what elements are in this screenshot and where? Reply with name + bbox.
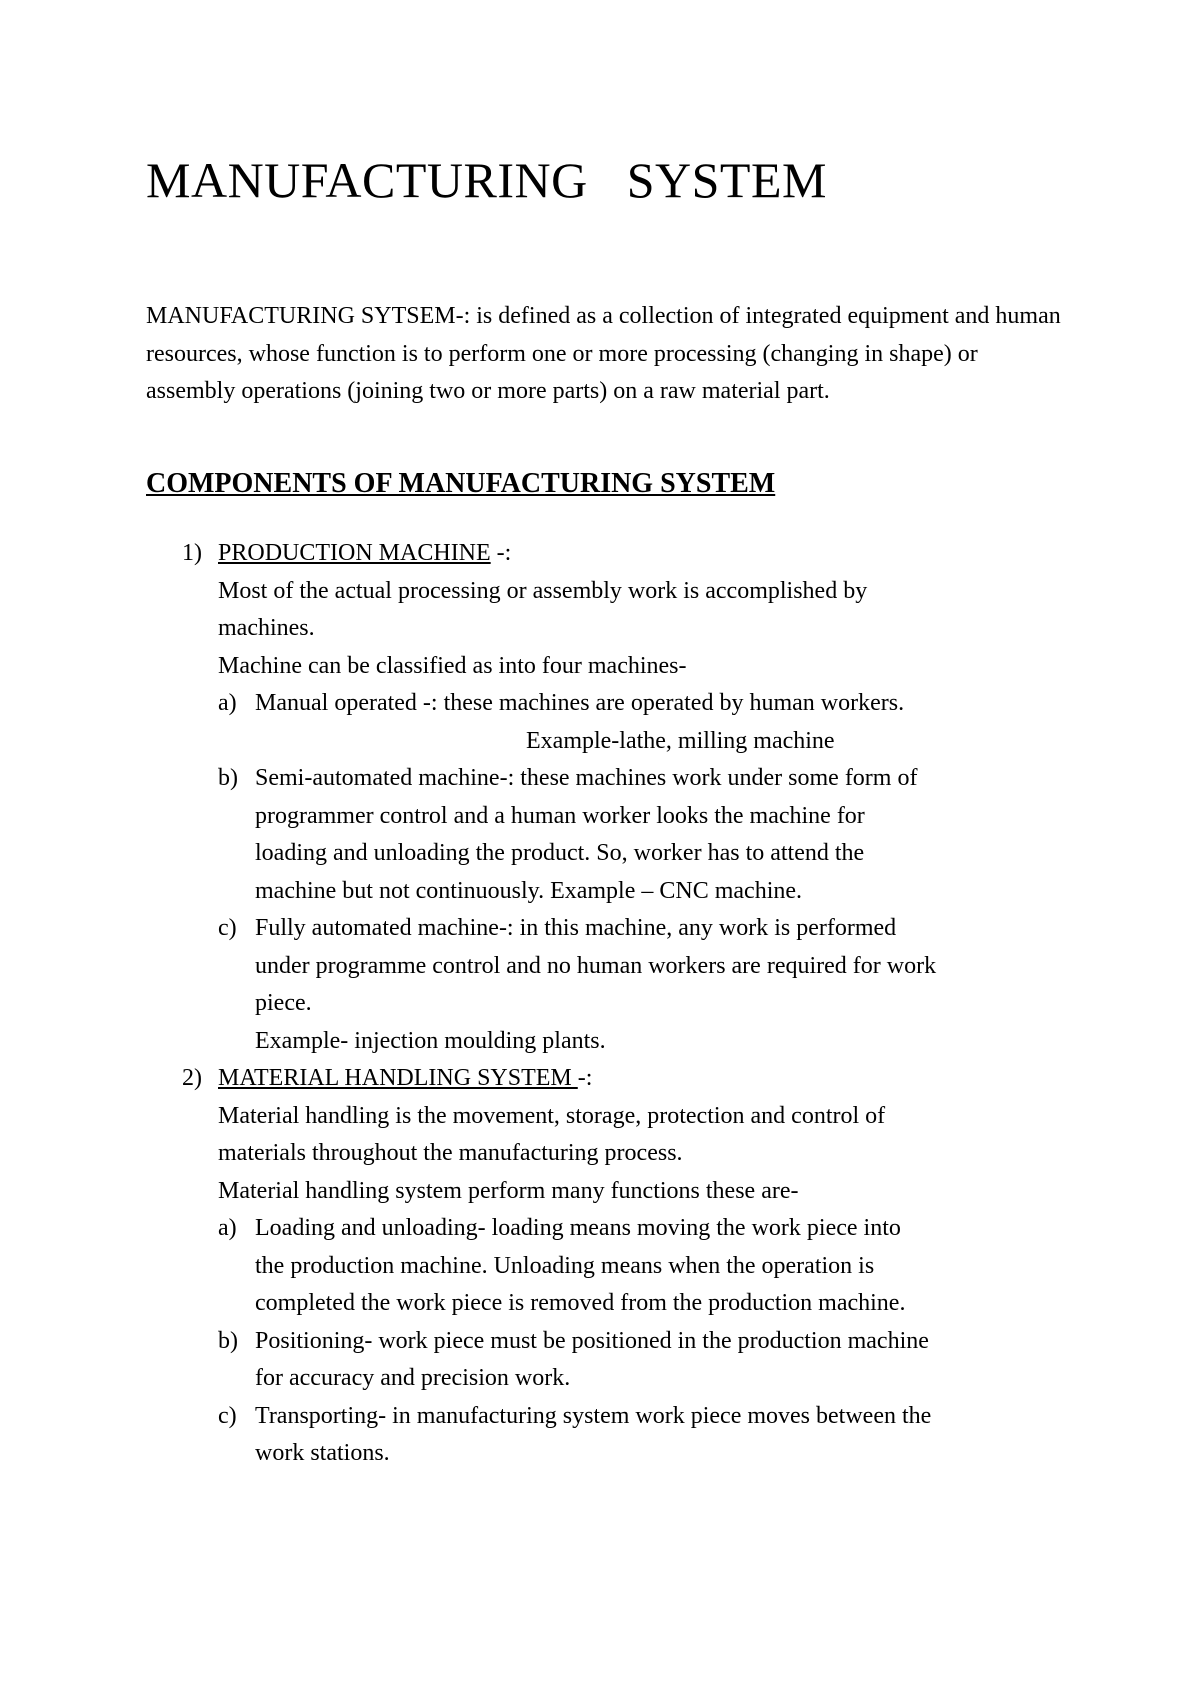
list-item-text: Positioning- work piece must be positioned in the production machine <box>255 1327 929 1354</box>
list-item-text: for accuracy and precision work. <box>255 1365 571 1391</box>
list-item-continuation <box>146 1360 1076 1398</box>
paragraph-line <box>146 648 1076 686</box>
list-item <box>146 1323 1076 1361</box>
list-item-continuation <box>146 798 1076 836</box>
intro-paragraph <box>146 298 1066 411</box>
list-item-continuation <box>146 873 1076 911</box>
list-item-continuation <box>146 1248 1076 1286</box>
list-item-letter: b) <box>218 765 238 791</box>
list-item <box>146 910 1076 948</box>
paragraph-line <box>146 1173 1076 1211</box>
section-heading-text <box>218 1060 592 1098</box>
list-item-text: Example- injection moulding plants. <box>255 1027 606 1054</box>
section-heading-suffix: -: <box>490 540 512 566</box>
list-item-continuation <box>146 1285 1076 1323</box>
list-item-example <box>146 723 1076 761</box>
list-item-text: under programme control and no human workers are required for work <box>255 952 937 979</box>
list-item-continuation <box>146 1023 1076 1061</box>
paragraph-line <box>146 1098 1076 1136</box>
list-item-text: programmer control and a human worker looks the machine for <box>255 802 865 829</box>
list-item-letter: c) <box>218 915 237 941</box>
paragraph-text: Machine can be classified as into four machines- <box>218 652 687 679</box>
paragraph-text: Most of the actual processing or assembly work is accomplished by <box>218 577 868 604</box>
list-item-text: piece. <box>255 990 312 1016</box>
list-item-letter: a) <box>218 1215 237 1241</box>
section-heading-line <box>146 1060 1076 1098</box>
section-heading-label: MATERIAL HANDLING SYSTEM <box>218 1065 578 1091</box>
list-item <box>146 1398 1076 1436</box>
list-item-text: work stations. <box>255 1440 390 1466</box>
list-item-text: Manual operated -: these machines are operated by human workers. <box>255 690 905 716</box>
list-item-text: Transporting- in manufacturing system work piece moves between the <box>255 1402 932 1429</box>
paragraph-text: machines. <box>218 615 315 641</box>
list-item-continuation <box>146 948 1076 986</box>
list-item-text: completed the work piece is removed from the production machine. <box>255 1290 906 1316</box>
components-list <box>146 535 1076 1473</box>
section-heading-label: PRODUCTION MACHINE <box>218 540 491 566</box>
list-item-text: Semi-automated machine-: these machines work under some form of <box>255 765 918 791</box>
list-item-continuation <box>146 835 1076 873</box>
intro-text: is defined as a collection of integrated equipment and human resources, whose function is to perform one or more processing (changing in shape) or assembly operations (joining two or more parts) on a raw material part. <box>146 303 1061 404</box>
section-number: 1) <box>182 540 202 566</box>
list-item <box>146 685 1076 723</box>
list-item-text: Fully automated machine-: in this machine, any work is performed <box>255 915 897 941</box>
list-item-text: machine but not continuously. Example – CNC machine. <box>255 877 803 904</box>
example-text: Example-lathe, milling machine <box>526 727 835 754</box>
paragraph-line <box>146 1135 1076 1173</box>
section-heading-text <box>218 535 511 573</box>
list-item <box>146 1210 1076 1248</box>
paragraph-line <box>146 573 1076 611</box>
list-item-text: the production machine. Unloading means when the operation is <box>255 1252 875 1279</box>
list-item-letter: a) <box>218 690 237 716</box>
intro-term: MANUFACTURING SYTSEM-: <box>146 303 471 329</box>
paragraph-line <box>146 610 1076 648</box>
paragraph-text: materials throughout the manufacturing process. <box>218 1140 683 1166</box>
paragraph-text: Material handling is the movement, storage, protection and control of <box>218 1102 886 1129</box>
section-heading-line <box>146 535 1076 573</box>
document-title: MANUFACTURING SYSTEM <box>146 152 827 208</box>
section-heading-suffix: -: <box>577 1065 593 1091</box>
list-item-text: Loading and unloading- loading means moving the work piece into <box>255 1215 901 1241</box>
list-item-text: loading and unloading the product. So, worker has to attend the <box>255 840 865 866</box>
list-item-letter: b) <box>218 1327 238 1354</box>
list-item-continuation <box>146 985 1076 1023</box>
components-heading: COMPONENTS OF MANUFACTURING SYSTEM <box>146 468 776 499</box>
list-item-letter: c) <box>218 1402 237 1429</box>
section-number: 2) <box>182 1065 202 1091</box>
paragraph-text: Material handling system perform many functions these are- <box>218 1177 799 1204</box>
list-item-continuation <box>146 1435 1076 1473</box>
list-item <box>146 760 1076 798</box>
